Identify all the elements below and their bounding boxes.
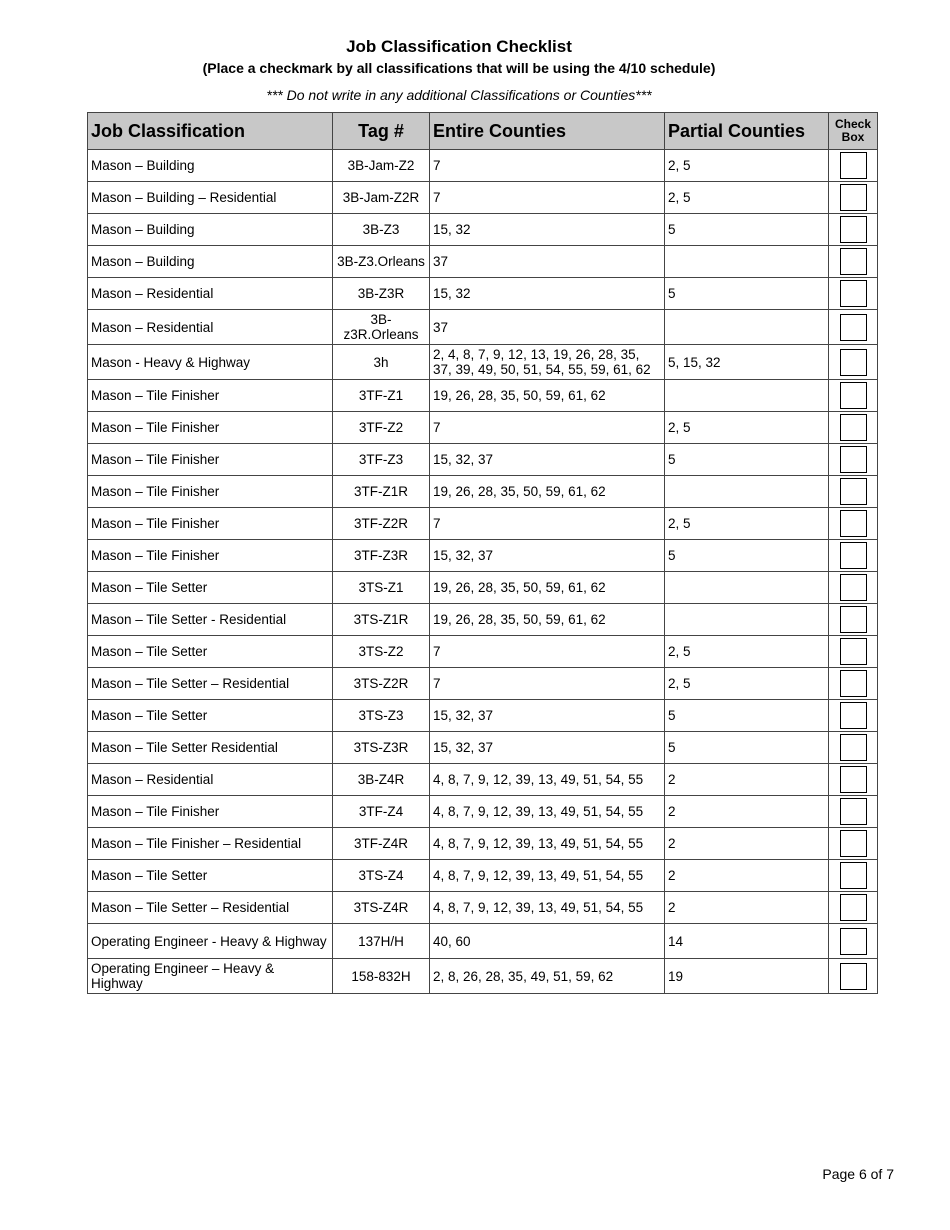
cell-partial-counties: 2	[665, 764, 829, 796]
cell-entire-counties: 19, 26, 28, 35, 50, 59, 61, 62	[430, 476, 665, 508]
cell-entire-counties: 19, 26, 28, 35, 50, 59, 61, 62	[430, 572, 665, 604]
checkbox[interactable]	[840, 638, 867, 665]
checkbox[interactable]	[840, 830, 867, 857]
cell-check-box	[829, 700, 878, 732]
cell-entire-counties: 2, 8, 26, 28, 35, 49, 51, 59, 62	[430, 959, 665, 994]
cell-tag: 3B-Z3	[333, 214, 430, 246]
checkbox[interactable]	[840, 928, 867, 955]
cell-job-classification: Mason - Heavy & Highway	[88, 345, 333, 380]
table-row	[88, 182, 878, 214]
table-row	[88, 412, 878, 444]
cell-entire-counties: 7	[430, 636, 665, 668]
header-entire-counties: Entire Counties	[430, 113, 665, 150]
cell-tag: 3TS-Z2R	[333, 668, 430, 700]
cell-partial-counties: 2	[665, 892, 829, 924]
cell-check-box	[829, 828, 878, 860]
cell-job-classification: Mason – Tile Finisher	[88, 476, 333, 508]
checkbox[interactable]	[840, 414, 867, 441]
cell-tag: 137H/H	[333, 924, 430, 959]
cell-entire-counties: 15, 32, 37	[430, 444, 665, 476]
cell-check-box	[829, 636, 878, 668]
cell-partial-counties	[665, 604, 829, 636]
table-row	[88, 214, 878, 246]
cell-tag: 3TS-Z4R	[333, 892, 430, 924]
cell-check-box	[829, 764, 878, 796]
table-row	[88, 732, 878, 764]
cell-partial-counties: 5	[665, 732, 829, 764]
checkbox[interactable]	[840, 446, 867, 473]
cell-check-box	[829, 924, 878, 959]
cell-job-classification: Mason – Tile Finisher	[88, 508, 333, 540]
checkbox[interactable]	[840, 702, 867, 729]
checkbox[interactable]	[840, 248, 867, 275]
table-row	[88, 636, 878, 668]
cell-job-classification: Mason – Tile Setter	[88, 700, 333, 732]
checkbox[interactable]	[840, 280, 867, 307]
cell-tag: 3TS-Z3R	[333, 732, 430, 764]
cell-partial-counties: 5, 15, 32	[665, 345, 829, 380]
checkbox[interactable]	[840, 382, 867, 409]
cell-check-box	[829, 959, 878, 994]
cell-entire-counties: 4, 8, 7, 9, 12, 39, 13, 49, 51, 54, 55	[430, 796, 665, 828]
cell-tag: 3B-Jam-Z2	[333, 150, 430, 182]
table-row	[88, 796, 878, 828]
instruction-notice: *** Do not write in any additional Classifications or Counties***	[266, 87, 652, 103]
cell-job-classification: Operating Engineer - Heavy & Highway	[88, 924, 333, 959]
table-row	[88, 700, 878, 732]
cell-entire-counties: 2, 4, 8, 7, 9, 12, 13, 19, 26, 28, 35, 37, 39, 49, 50, 51, 54, 55, 59, 61, 62	[430, 345, 665, 380]
cell-entire-counties: 7	[430, 508, 665, 540]
checkbox[interactable]	[840, 216, 867, 243]
document-header	[0, 36, 918, 104]
cell-job-classification: Mason – Tile Setter – Residential	[88, 668, 333, 700]
table-row	[88, 764, 878, 796]
cell-tag: 3TS-Z1	[333, 572, 430, 604]
header-check-box	[829, 113, 878, 150]
table-row	[88, 959, 878, 994]
cell-entire-counties: 40, 60	[430, 924, 665, 959]
cell-entire-counties: 4, 8, 7, 9, 12, 39, 13, 49, 51, 54, 55	[430, 764, 665, 796]
checkbox[interactable]	[840, 734, 867, 761]
table-row	[88, 668, 878, 700]
cell-check-box	[829, 380, 878, 412]
cell-job-classification: Mason – Tile Setter - Residential	[88, 604, 333, 636]
cell-check-box	[829, 540, 878, 572]
header-job-classification: Job Classification	[88, 113, 333, 150]
cell-partial-counties: 2	[665, 860, 829, 892]
table-row	[88, 246, 878, 278]
table-row	[88, 444, 878, 476]
cell-entire-counties: 15, 32	[430, 214, 665, 246]
checkbox[interactable]	[840, 478, 867, 505]
cell-tag: 3TS-Z3	[333, 700, 430, 732]
cell-tag: 3TF-Z1R	[333, 476, 430, 508]
cell-check-box	[829, 310, 878, 345]
cell-partial-counties	[665, 246, 829, 278]
cell-tag: 3h	[333, 345, 430, 380]
cell-entire-counties: 15, 32, 37	[430, 732, 665, 764]
cell-tag: 3TF-Z1	[333, 380, 430, 412]
checkbox[interactable]	[840, 510, 867, 537]
cell-tag: 3B-Z4R	[333, 764, 430, 796]
table-row	[88, 828, 878, 860]
cell-check-box	[829, 892, 878, 924]
cell-entire-counties: 15, 32, 37	[430, 700, 665, 732]
checkbox[interactable]	[840, 670, 867, 697]
cell-entire-counties: 37	[430, 310, 665, 345]
cell-partial-counties	[665, 572, 829, 604]
cell-job-classification: Mason – Building	[88, 246, 333, 278]
cell-check-box	[829, 412, 878, 444]
table-row	[88, 310, 878, 345]
cell-job-classification: Mason – Building – Residential	[88, 182, 333, 214]
cell-check-box	[829, 732, 878, 764]
table-row	[88, 572, 878, 604]
cell-job-classification: Mason – Residential	[88, 278, 333, 310]
cell-job-classification: Mason – Tile Finisher	[88, 380, 333, 412]
cell-entire-counties: 15, 32, 37	[430, 540, 665, 572]
cell-entire-counties: 15, 32	[430, 278, 665, 310]
cell-check-box	[829, 182, 878, 214]
cell-check-box	[829, 508, 878, 540]
table-row	[88, 380, 878, 412]
table-row	[88, 345, 878, 380]
checkbox[interactable]	[840, 963, 867, 990]
cell-job-classification: Mason – Tile Finisher	[88, 796, 333, 828]
cell-partial-counties: 5	[665, 278, 829, 310]
cell-tag: 3TF-Z3R	[333, 540, 430, 572]
cell-entire-counties: 7	[430, 412, 665, 444]
cell-partial-counties: 5	[665, 214, 829, 246]
cell-entire-counties: 19, 26, 28, 35, 50, 59, 61, 62	[430, 380, 665, 412]
checkbox[interactable]	[840, 606, 867, 633]
cell-partial-counties: 5	[665, 444, 829, 476]
cell-check-box	[829, 604, 878, 636]
cell-tag: 3B-Jam-Z2R	[333, 182, 430, 214]
cell-tag: 3TF-Z4	[333, 796, 430, 828]
cell-partial-counties: 19	[665, 959, 829, 994]
checkbox[interactable]	[840, 184, 867, 211]
page-number: Page 6 of 7	[822, 1166, 894, 1182]
cell-job-classification: Mason – Tile Setter – Residential	[88, 892, 333, 924]
table-row	[88, 278, 878, 310]
cell-partial-counties: 2, 5	[665, 182, 829, 214]
cell-check-box	[829, 278, 878, 310]
cell-job-classification: Mason – Tile Finisher	[88, 540, 333, 572]
cell-job-classification: Mason – Tile Setter	[88, 572, 333, 604]
cell-job-classification: Mason – Tile Finisher	[88, 444, 333, 476]
cell-tag: 3TF-Z2R	[333, 508, 430, 540]
cell-check-box	[829, 444, 878, 476]
cell-partial-counties	[665, 476, 829, 508]
cell-check-box	[829, 214, 878, 246]
checkbox[interactable]	[840, 766, 867, 793]
cell-check-box	[829, 246, 878, 278]
table-row	[88, 508, 878, 540]
table-row	[88, 476, 878, 508]
cell-tag: 3TS-Z4	[333, 860, 430, 892]
cell-job-classification: Mason – Tile Finisher – Residential	[88, 828, 333, 860]
cell-tag: 3TF-Z3	[333, 444, 430, 476]
cell-partial-counties: 2	[665, 828, 829, 860]
table-row	[88, 540, 878, 572]
cell-entire-counties: 19, 26, 28, 35, 50, 59, 61, 62	[430, 604, 665, 636]
cell-check-box	[829, 150, 878, 182]
cell-tag: 3B-Z3R	[333, 278, 430, 310]
cell-partial-counties: 2, 5	[665, 668, 829, 700]
cell-job-classification: Mason – Residential	[88, 310, 333, 345]
cell-entire-counties: 37	[430, 246, 665, 278]
cell-partial-counties: 2	[665, 796, 829, 828]
table-row	[88, 924, 878, 959]
cell-tag: 3TF-Z4R	[333, 828, 430, 860]
cell-check-box	[829, 860, 878, 892]
table-header-row	[88, 113, 878, 150]
cell-tag: 3TS-Z2	[333, 636, 430, 668]
checkbox[interactable]	[840, 798, 867, 825]
header-partial-counties: Partial Counties	[665, 113, 829, 150]
cell-partial-counties: 14	[665, 924, 829, 959]
cell-job-classification: Mason – Building	[88, 150, 333, 182]
header-tag: Tag #	[333, 113, 430, 150]
header-check-line2: Box	[841, 130, 865, 144]
cell-tag: 3B-z3R.Orleans	[333, 310, 430, 345]
page-subtitle: (Place a checkmark by all classifications that will be using the 4/10 schedule)	[202, 60, 716, 76]
checkbox[interactable]	[840, 542, 867, 569]
cell-tag: 3TF-Z2	[333, 412, 430, 444]
cell-entire-counties: 7	[430, 668, 665, 700]
table-row	[88, 860, 878, 892]
checkbox[interactable]	[840, 862, 867, 889]
cell-check-box	[829, 668, 878, 700]
table-row	[88, 604, 878, 636]
cell-tag: 3B-Z3.Orleans	[333, 246, 430, 278]
cell-partial-counties: 2, 5	[665, 508, 829, 540]
cell-job-classification: Mason – Tile Setter	[88, 636, 333, 668]
page-title: Job Classification Checklist	[346, 37, 572, 56]
cell-check-box	[829, 476, 878, 508]
cell-job-classification: Operating Engineer – Heavy & Highway	[88, 959, 333, 994]
cell-entire-counties: 7	[430, 150, 665, 182]
cell-tag: 3TS-Z1R	[333, 604, 430, 636]
cell-job-classification: Mason – Tile Finisher	[88, 412, 333, 444]
checkbox[interactable]	[840, 152, 867, 179]
cell-partial-counties: 2, 5	[665, 636, 829, 668]
cell-check-box	[829, 572, 878, 604]
cell-job-classification: Mason – Tile Setter	[88, 860, 333, 892]
cell-partial-counties: 5	[665, 540, 829, 572]
checkbox[interactable]	[840, 349, 867, 376]
cell-entire-counties: 4, 8, 7, 9, 12, 39, 13, 49, 51, 54, 55	[430, 828, 665, 860]
cell-entire-counties: 7	[430, 182, 665, 214]
cell-partial-counties: 2, 5	[665, 412, 829, 444]
table-row	[88, 892, 878, 924]
table-row	[88, 150, 878, 182]
header-check-line1: Check	[834, 117, 872, 131]
classification-table	[87, 112, 878, 994]
checkbox[interactable]	[840, 894, 867, 921]
cell-partial-counties	[665, 380, 829, 412]
cell-partial-counties	[665, 310, 829, 345]
cell-entire-counties: 4, 8, 7, 9, 12, 39, 13, 49, 51, 54, 55	[430, 860, 665, 892]
cell-check-box	[829, 796, 878, 828]
cell-job-classification: Mason – Tile Setter Residential	[88, 732, 333, 764]
cell-job-classification: Mason – Building	[88, 214, 333, 246]
cell-partial-counties: 2, 5	[665, 150, 829, 182]
checkbox[interactable]	[840, 574, 867, 601]
checkbox[interactable]	[840, 314, 867, 341]
cell-tag: 158-832H	[333, 959, 430, 994]
cell-partial-counties: 5	[665, 700, 829, 732]
cell-job-classification: Mason – Residential	[88, 764, 333, 796]
table-body	[88, 150, 878, 994]
cell-entire-counties: 4, 8, 7, 9, 12, 39, 13, 49, 51, 54, 55	[430, 892, 665, 924]
cell-check-box	[829, 345, 878, 380]
